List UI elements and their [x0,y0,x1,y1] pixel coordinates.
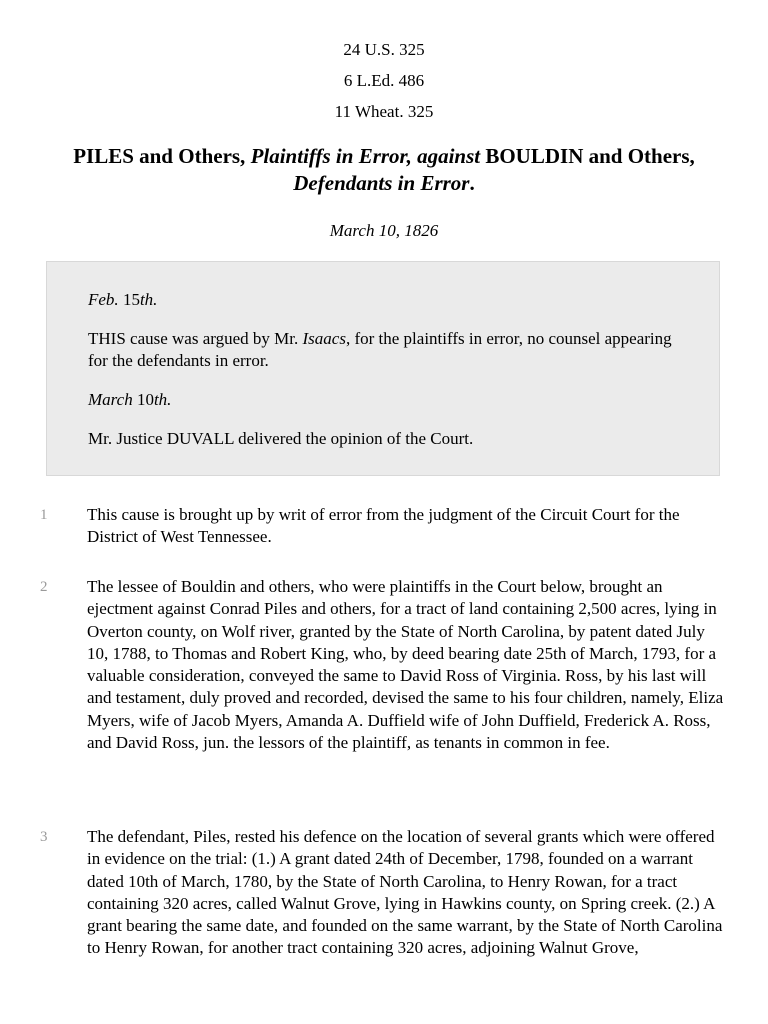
citation-us: 24 U.S. 325 [343,40,425,59]
citation-wheat: 11 Wheat. 325 [334,102,434,121]
case-title [60,143,708,197]
role-defendants: Defendants in Error [293,171,470,195]
paragraph-number: 2 [40,579,48,595]
paragraph-number: 3 [40,829,48,845]
opinion-line: Mr. Justice DUVALL delivered the opinion of the Court. [88,429,474,448]
paragraph-text: The lessee of Bouldin and others, who were plaintiffs in the Court below, brought an ejectment against Conrad Piles and others, for a tract of land containing 2,500 acres, lying in Overton county, on Wolf river, granted by the State of North Carolina, by patent dated July 10, 1788, to Thomas and Robert King, who, by deed bearing date 25th of March, 1793, for a valuable consideration, conveyed the same to David Ross of Virginia. Ross, by his last will and testament, duly proved and recorded, devised the same to his four children, namely, Eliza Myers, wife of Jacob Myers, Amanda A. Duffield wife of John Duffield, Frederick A. Ross, and David Ross, jun. the lessors of the plaintiff, as tenants in common in fee. [87,577,724,753]
case-date: March 10, 1826 [329,221,439,240]
argued-day: 15 [118,290,140,309]
counsel-name: Isaacs [302,329,346,348]
argued-month: Feb. [88,290,119,309]
decided-day: 10 [132,390,154,409]
citation-led: 6 L.Ed. 486 [343,71,425,90]
party-defendants: BOULDIN and Others, [480,144,695,168]
argued-day-suffix: th. [139,290,158,309]
paragraph-number: 1 [40,507,48,523]
title-period: . [469,171,475,195]
argued-prefix: THIS cause was argued by Mr. [88,329,303,348]
citations [0,34,768,127]
party-plaintiffs: PILES and Others, [73,144,251,168]
paragraph-text: This cause is brought up by writ of error from the judgment of the Circuit Court for the District of West Tennessee. [87,505,680,547]
decided-day-suffix: th. [153,390,172,409]
paragraph-text: The defendant, Piles, rested his defence on the location of several grants which were offered in evidence on the trial: (1.) A grant dated 24th of December, 1798, founded on a warrant dated 10th of March, 1780, by the State of North Carolina, to Henry Rowan, for a tract containing 320 acres, called Walnut Grove, lying in Hawkins county, on Spring creek. (2.) A grant bearing the same date, and founded on the same warrant, by the State of North Carolina to Henry Rowan, for another tract containing 320 acres, adjoining Walnut Grove, [87,827,723,958]
decided-date [88,389,679,411]
argued-date [88,289,679,311]
argued-suffix: , for the plaintiffs in error, no counsel appearing for the defendants in error. [88,329,672,370]
decided-month: March [88,390,133,409]
syllabus-box [46,261,720,476]
argued-statement [88,328,679,372]
role-plaintiffs: Plaintiffs in Error, against [250,144,481,168]
